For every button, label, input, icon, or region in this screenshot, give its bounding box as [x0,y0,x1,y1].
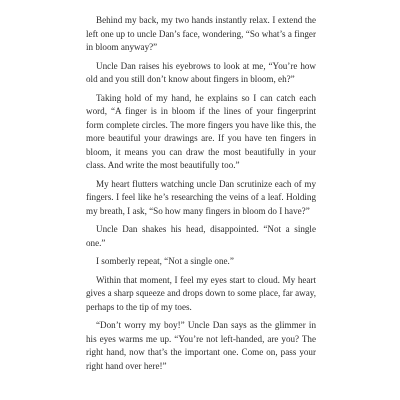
paragraph: Behind my back, my two hands instantly relax. I extend the left one up to uncle Dan’s face, wondering, “So what’s a finger in bloom anyway?” [86,15,316,52]
story-text [86,14,316,373]
paragraph: Uncle Dan raises his eyebrows to look at me, “You’re how old and you still don’t know about fingers in bloom, eh?” [86,60,316,84]
paragraph: My heart flutters watching uncle Dan scrutinize each of my fingers. I feel like he’s researching the veins of a leaf. Holding my breath, I ask, “So how many fingers in bloom do I have?” [86,178,316,216]
paragraph: “Don’t worry my boy!” Uncle Dan says as the glimmer in his eyes warms me up. “You’re not left-handed, are you? The right hand, now that’s the important one. Come on, pass your right hand over here!” [86,320,316,371]
paragraph: Within that moment, I feel my eyes start to cloud. My heart gives a sharp squeeze and drops down to some place, far away, perhaps to the tip of my toes. [86,274,316,312]
paragraph: Taking hold of my hand, he explains so I can catch each word, “A finger is in bloom if the lines of your fingerprint form complete circles. The more fingers you have like this, the more beautiful your drawings are. If you have ten fingers in bloom, it means you can draw the most beautifully in your class. And write the most beautifully too.” [86,92,316,170]
paragraph: I somberly repeat, “Not a single one.” [96,256,234,266]
paragraph: Uncle Dan shakes his head, disappointed. “Not a single one.” [86,224,316,248]
